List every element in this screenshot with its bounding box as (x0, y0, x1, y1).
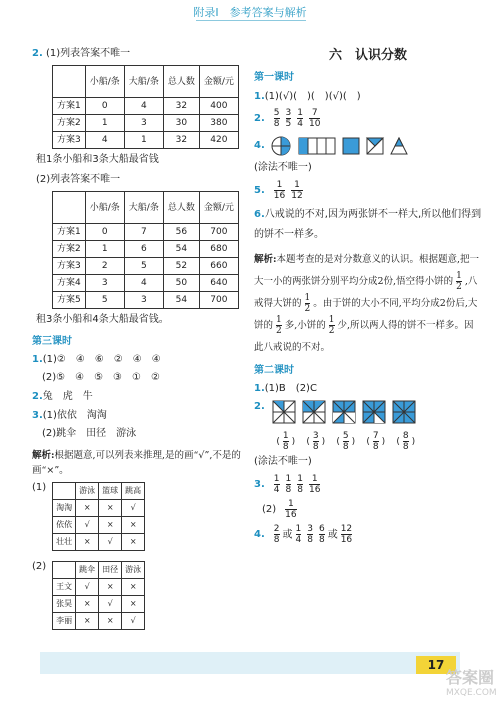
exp-right-5: 少,所以两人得的饼不一样多。因此八戒说的不对。 (254, 320, 474, 353)
a3b-answer: (2)跳伞 田径 游泳 (42, 428, 137, 439)
s4-fractions: $\frac{2}{8}$ 或 $\frac{1}{4}$ $\frac{3}{8}$ $\frac{6}{8}$ 或 $\frac{12}{16}$ (273, 524, 353, 545)
table-row (53, 241, 239, 258)
table-cell: 700 (199, 224, 238, 241)
section-lesson-2: 第二课时 (254, 365, 294, 376)
fraction: $\frac{2}{8}$ (273, 524, 280, 545)
s1-number: 1. (254, 383, 265, 394)
square-shape (343, 138, 359, 154)
half-fraction-1: $\frac{1}{2}$ (456, 271, 462, 292)
table-cell: 0 (85, 98, 124, 115)
table-header-row (53, 192, 239, 224)
fraction-shapes-svg (271, 135, 471, 157)
table-cell: × (76, 534, 99, 551)
q2-number: 2. (32, 48, 43, 59)
table-cell: 380 (199, 115, 238, 132)
table-cell: √ (99, 534, 122, 551)
s2-note: (涂法不唯一) (254, 456, 312, 467)
table-cell: 1 (124, 132, 163, 149)
header-cell (53, 66, 86, 98)
table-cell: 方案5 (53, 292, 86, 309)
table-cell: √ (76, 517, 99, 534)
table-cell: 0 (85, 224, 124, 241)
header-cell: 总人数 (163, 192, 199, 224)
table-cell: 1 (85, 241, 124, 258)
table-cell: 3 (85, 275, 124, 292)
table-cell: × (76, 500, 99, 517)
table-cell: 54 (163, 241, 199, 258)
s4-number: 4. (254, 528, 265, 540)
fraction: $\frac{12}{16}$ (340, 524, 353, 545)
fraction: $\frac{1}{8}$ (282, 431, 289, 452)
fraction: $\frac{1}{12}$ (291, 180, 303, 201)
table-cell: 张昊 (53, 596, 76, 613)
table-cell: 50 (163, 275, 199, 292)
table-row (53, 500, 145, 517)
table-cell: 420 (199, 132, 238, 149)
r5-number: 5. (254, 184, 265, 196)
r1-answer: (1)(√)( )( )(√)( ) (264, 91, 361, 102)
header-divider (196, 20, 306, 21)
fraction: $\frac{3}{5}$ (285, 108, 292, 129)
r2-number: 2. (254, 112, 265, 124)
table-cell: 54 (163, 292, 199, 309)
r5-fractions (271, 180, 306, 201)
square-5 (393, 401, 415, 423)
watermark-logo: 答案圈 (446, 668, 495, 687)
s2-number: 2. (254, 401, 265, 412)
fraction: $\frac{6}{8}$ (318, 524, 325, 545)
table-cell: × (122, 517, 145, 534)
header-cell: 跳伞 (76, 562, 99, 579)
table-cell: √ (122, 500, 145, 517)
g1-label: (1) (32, 482, 47, 493)
header-cell (53, 192, 86, 224)
section-lesson-1: 第一课时 (254, 72, 294, 83)
fraction: $\frac{1}{16}$ (273, 180, 286, 201)
s2-fractions (271, 431, 421, 452)
r6-answer: 八戒说的不对,因为两张饼不一样大,所以他们得到的饼不一样多。 (254, 209, 482, 240)
section-lesson-3: 第三课时 (32, 336, 72, 347)
half-fraction-4: $\frac{1}{2}$ (328, 315, 335, 336)
exp-right-2: ,八戒得大饼的 (254, 276, 478, 309)
r1-number: 1. (254, 91, 265, 102)
table-cell: × (99, 500, 122, 517)
paren-fraction: ( $\frac{3}{8}$ ) (306, 431, 326, 452)
chapter-title: 六 认识分数 (328, 48, 407, 63)
header-cell: 田径 (99, 562, 122, 579)
table-cell: 52 (163, 258, 199, 275)
a3-answer: (1)依依 淘淘 (42, 410, 107, 421)
table-cell: 4 (85, 132, 124, 149)
a3-number: 3. (32, 410, 43, 421)
table-cell: 32 (163, 132, 199, 149)
table-cell: × (122, 596, 145, 613)
a1-answer: (1)② ④ ⑥ ② ④ ④ (42, 354, 161, 365)
header-cell: 金额/元 (199, 66, 238, 98)
paren-fraction: ( $\frac{7}{8}$ ) (366, 431, 386, 452)
table-row (53, 534, 145, 551)
table-row (53, 517, 145, 534)
table-plan-1 (52, 65, 239, 149)
page-header (0, 0, 500, 36)
a2-number: 2. (32, 391, 43, 402)
table-row (53, 224, 239, 241)
r4-number: 4. (254, 140, 265, 151)
s3b-label: (2) (262, 503, 277, 515)
table-row (53, 613, 145, 630)
header-cell: 游泳 (76, 483, 99, 500)
t2-note: 租3条小船和4条大船最省钱。 (36, 314, 169, 325)
table-plan-2 (52, 191, 239, 309)
header-cell (53, 562, 76, 579)
a1b-answer: (2)⑤ ④ ⑤ ③ ① ② (42, 372, 160, 383)
paren-fraction: ( $\frac{1}{8}$ ) (276, 431, 296, 452)
table-row (53, 275, 239, 292)
r6-number: 6. (254, 209, 265, 220)
table-cell: 方案3 (53, 132, 86, 149)
square-3 (333, 401, 355, 423)
exp-right-label: 解析: (254, 254, 277, 265)
table-row (53, 98, 239, 115)
table-header-row (53, 66, 239, 98)
table-cell: × (76, 613, 99, 630)
exp-label: 解析: (32, 450, 55, 461)
fraction: $\frac{7}{10}$ (308, 108, 321, 129)
a1-number: 1. (32, 354, 43, 365)
g2-label: (2) (32, 561, 47, 572)
header-cell: 游泳 (122, 562, 145, 579)
s3-fractions (271, 474, 324, 495)
table-header-row (53, 562, 145, 579)
paren-fraction: ( $\frac{8}{8}$ ) (396, 431, 416, 452)
page-number: 17 (416, 656, 456, 674)
square-4 (363, 401, 385, 423)
header-cell: 跳高 (122, 483, 145, 500)
a2-answer: 兔 虎 牛 (42, 391, 93, 402)
table-cell: 方案4 (53, 275, 86, 292)
circle-shaded-2 (281, 146, 290, 155)
table-cell: 4 (124, 98, 163, 115)
table-row (53, 258, 239, 275)
header-cell: 小船/条 (85, 66, 124, 98)
table-cell: 680 (199, 241, 238, 258)
exp-right-4: 多,小饼的 (284, 320, 326, 331)
table-cell: × (76, 596, 99, 613)
grid-table-2 (52, 561, 145, 630)
fraction: $\frac{5}{8}$ (273, 108, 280, 129)
fraction: $\frac{1}{16}$ (308, 474, 321, 495)
s3-number: 3. (254, 478, 265, 490)
table-cell: 依依 (53, 517, 76, 534)
square-grid-svg (271, 399, 421, 425)
t1-note: 租1条小船和3条大船最省钱 (36, 154, 159, 165)
table-cell: 5 (85, 292, 124, 309)
table-header-row (53, 483, 145, 500)
q2b-heading: (2)列表答案不唯一 (36, 174, 121, 185)
fraction: $\frac{3}{8}$ (307, 524, 313, 545)
table-row (53, 292, 239, 309)
table-cell: 660 (199, 258, 238, 275)
q2-heading: (1)列表答案不唯一 (45, 48, 131, 59)
header-cell: 篮球 (99, 483, 122, 500)
table-cell: × (122, 534, 145, 551)
table-cell: × (99, 613, 122, 630)
grid-table-1 (52, 482, 145, 551)
table-cell: 7 (124, 224, 163, 241)
r2-fractions (271, 108, 324, 129)
table-cell: 1 (85, 115, 124, 132)
table-cell: 方案3 (53, 258, 86, 275)
fraction: $\frac{1}{8}$ (285, 474, 292, 495)
header-cell: 小船/条 (85, 192, 124, 224)
fraction: $\frac{8}{8}$ (402, 431, 409, 452)
table-row (53, 132, 239, 149)
s3b-fraction: $\frac{1}{16}$ (285, 499, 297, 520)
header-text: 附录Ⅰ 参考答案与解析 (193, 6, 307, 19)
right-column (254, 46, 482, 545)
fraction: $\frac{3}{8}$ (312, 431, 319, 452)
table-cell: 56 (163, 224, 199, 241)
table-cell: √ (76, 579, 99, 596)
square-2 (303, 401, 325, 423)
table-cell: × (99, 517, 122, 534)
watermark-url: MXQE.COM (446, 688, 497, 698)
header-cell: 大船/条 (124, 192, 163, 224)
table-cell: 2 (85, 258, 124, 275)
fraction: $\frac{1}{4}$ (295, 524, 302, 545)
circle-shaded (281, 137, 290, 146)
table-cell: 3 (124, 115, 163, 132)
table-cell: √ (122, 613, 145, 630)
table-cell: 32 (163, 98, 199, 115)
table-cell: 方案1 (53, 224, 86, 241)
table-cell: 方案2 (53, 241, 86, 258)
table-cell: 李丽 (53, 613, 76, 630)
table-row (53, 596, 145, 613)
table-row (53, 579, 145, 596)
explanation-right (254, 249, 482, 359)
header-cell: 金额/元 (199, 192, 238, 224)
table-cell: × (122, 579, 145, 596)
table-cell: 方案1 (53, 98, 86, 115)
fraction: $\frac{7}{8}$ (372, 431, 379, 452)
s2-squares (271, 399, 421, 452)
r4-note: (涂法不唯一) (254, 162, 312, 173)
exp-right-3: 。由于饼的大小不同,平均分成2份后,大饼的 (254, 298, 478, 331)
footer-band (40, 652, 460, 674)
header-cell (53, 483, 76, 500)
table-cell: 4 (124, 275, 163, 292)
table-cell: 3 (124, 292, 163, 309)
exp-text: 根据题意,可以列表来推理,是的画“√”,不是的画“×”。 (32, 450, 241, 476)
table-cell: 400 (199, 98, 238, 115)
table-cell: 6 (124, 241, 163, 258)
r4-shapes (254, 135, 482, 157)
half-fraction-3: $\frac{1}{2}$ (276, 315, 282, 336)
header-cell: 大船/条 (124, 66, 163, 98)
table-cell: 700 (199, 292, 238, 309)
table-cell: 5 (124, 258, 163, 275)
table-cell: 30 (163, 115, 199, 132)
table-cell: 方案2 (53, 115, 86, 132)
table-cell: 640 (199, 275, 238, 292)
fraction: $\frac{5}{8}$ (342, 431, 349, 452)
explanation-left (32, 448, 244, 478)
table-cell: 壮壮 (53, 534, 76, 551)
fraction: $\frac{1}{4}$ (273, 474, 280, 495)
fraction: $\frac{1}{8}$ (297, 474, 303, 495)
table-cell: × (99, 579, 122, 596)
paren-fraction: ( $\frac{5}{8}$ ) (336, 431, 356, 452)
table-row (53, 115, 239, 132)
exp-right-1: 本题考查的是对分数意义的认识。根据题意,把一大一小的两张饼分别平均分成2份,悟空得小饼的 (254, 254, 480, 287)
table-cell: √ (99, 596, 122, 613)
square-1 (273, 401, 295, 423)
s1-answer: (1)B (2)C (264, 383, 317, 394)
left-column (32, 46, 244, 632)
header-cell: 总人数 (163, 66, 199, 98)
table-cell: 王文 (53, 579, 76, 596)
half-fraction-2: $\frac{1}{2}$ (304, 293, 311, 314)
fraction: $\frac{1}{4}$ (297, 108, 303, 129)
table-cell: 淘淘 (53, 500, 76, 517)
